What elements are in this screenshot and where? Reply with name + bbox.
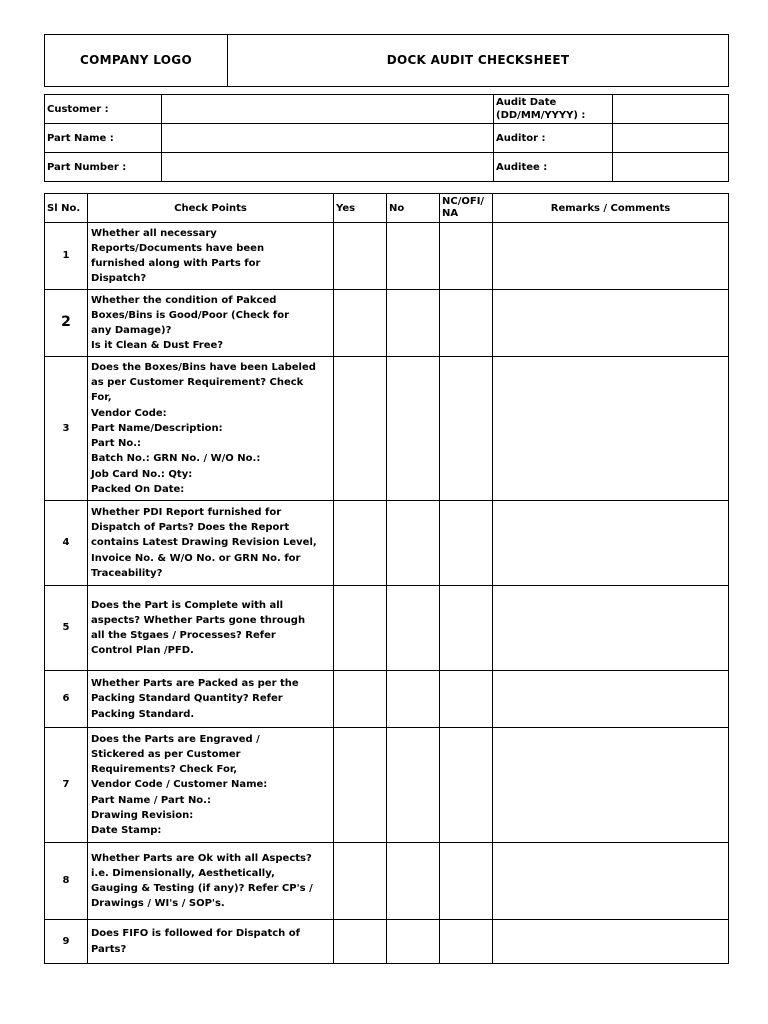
row-yes-cell[interactable] [334, 357, 387, 501]
info-table [44, 94, 729, 182]
header-table [44, 34, 729, 87]
row-no-cell[interactable] [387, 223, 440, 290]
row-no-cell[interactable] [387, 586, 440, 671]
row-check-point: Whether the condition of Pakced Boxes/Bins is Good/Poor (Check for any Damage)? Is it Clean & Dust Free? [88, 290, 334, 357]
table-row [45, 290, 729, 357]
company-logo: COMPANY LOGO [45, 35, 228, 87]
part-name-field[interactable] [162, 124, 494, 153]
table-row [45, 586, 729, 671]
row-remarks-cell[interactable] [493, 920, 729, 964]
checkpoints-table [44, 193, 729, 964]
col-header-check-points: Check Points [88, 194, 334, 223]
row-remarks-cell[interactable] [493, 223, 729, 290]
row-check-point: Does the Boxes/Bins have been Labeled as per Customer Requirement? Check For, Vendor Code: Part Name/Description: Part No.: Batch No.: GRN No. / W/O No.: Job Card No.: Qty: Packed On Date: [88, 357, 334, 501]
row-no-cell[interactable] [387, 843, 440, 920]
auditee-field[interactable] [613, 153, 729, 182]
row-remarks-cell[interactable] [493, 586, 729, 671]
page-title: DOCK AUDIT CHECKSHEET [228, 35, 729, 87]
row-remarks-cell[interactable] [493, 843, 729, 920]
col-header-no: No [387, 194, 440, 223]
part-number-label: Part Number : [45, 153, 162, 182]
row-yes-cell[interactable] [334, 920, 387, 964]
part-name-label: Part Name : [45, 124, 162, 153]
auditor-field[interactable] [613, 124, 729, 153]
row-nc-cell[interactable] [440, 290, 493, 357]
row-check-point: Does the Parts are Engraved / Stickered as per Customer Requirements? Check For, Vendor Code / Customer Name: Part Name / Part No.: Drawing Revision: Date Stamp: [88, 728, 334, 843]
row-nc-cell[interactable] [440, 920, 493, 964]
audit-date-field[interactable] [613, 95, 729, 124]
customer-label: Customer : [45, 95, 162, 124]
row-sl-number: 7 [45, 728, 88, 843]
row-no-cell[interactable] [387, 357, 440, 501]
row-sl-number: 3 [45, 357, 88, 501]
col-header-nc: NC/OFI/ NA [440, 194, 493, 223]
row-nc-cell[interactable] [440, 843, 493, 920]
row-yes-cell[interactable] [334, 586, 387, 671]
row-no-cell[interactable] [387, 920, 440, 964]
table-row [45, 728, 729, 843]
row-yes-cell[interactable] [334, 290, 387, 357]
row-yes-cell[interactable] [334, 223, 387, 290]
row-no-cell[interactable] [387, 290, 440, 357]
row-nc-cell[interactable] [440, 586, 493, 671]
row-no-cell[interactable] [387, 501, 440, 586]
table-row [45, 501, 729, 586]
auditee-label: Auditee : [494, 153, 613, 182]
row-sl-number: 9 [45, 920, 88, 964]
table-row [45, 843, 729, 920]
table-row [45, 357, 729, 501]
row-remarks-cell[interactable] [493, 357, 729, 501]
row-nc-cell[interactable] [440, 671, 493, 728]
row-nc-cell[interactable] [440, 357, 493, 501]
row-yes-cell[interactable] [334, 671, 387, 728]
row-no-cell[interactable] [387, 671, 440, 728]
row-nc-cell[interactable] [440, 223, 493, 290]
row-check-point: Does the Part is Complete with all aspects? Whether Parts gone through all the Stgaes / Processes? Refer Control Plan /PFD. [88, 586, 334, 671]
table-row [45, 671, 729, 728]
row-yes-cell[interactable] [334, 843, 387, 920]
row-nc-cell[interactable] [440, 728, 493, 843]
row-remarks-cell[interactable] [493, 671, 729, 728]
row-remarks-cell[interactable] [493, 728, 729, 843]
row-sl-number: 4 [45, 501, 88, 586]
col-header-sl: Sl No. [45, 194, 88, 223]
row-yes-cell[interactable] [334, 501, 387, 586]
row-sl-number: 2 [45, 290, 88, 357]
row-remarks-cell[interactable] [493, 501, 729, 586]
col-header-yes: Yes [334, 194, 387, 223]
row-check-point: Whether PDI Report furnished for Dispatch of Parts? Does the Report contains Latest Drawing Revision Level, Invoice No. & W/O No. or GRN No. for Traceability? [88, 501, 334, 586]
row-check-point: Does FIFO is followed for Dispatch of Parts? [88, 920, 334, 964]
table-row [45, 223, 729, 290]
row-no-cell[interactable] [387, 728, 440, 843]
audit-date-label: Audit Date (DD/MM/YYYY) : [494, 95, 613, 124]
auditor-label: Auditor : [494, 124, 613, 153]
row-check-point: Whether Parts are Packed as per the Packing Standard Quantity? Refer Packing Standard. [88, 671, 334, 728]
col-header-remarks: Remarks / Comments [493, 194, 729, 223]
row-check-point: Whether Parts are Ok with all Aspects? i.e. Dimensionally, Aesthetically, Gauging & Testing (if any)? Refer CP's / Drawings / WI's / SOP's. [88, 843, 334, 920]
row-yes-cell[interactable] [334, 728, 387, 843]
row-sl-number: 1 [45, 223, 88, 290]
row-sl-number: 6 [45, 671, 88, 728]
table-row [45, 920, 729, 964]
row-sl-number: 5 [45, 586, 88, 671]
customer-field[interactable] [162, 95, 494, 124]
part-number-field[interactable] [162, 153, 494, 182]
row-sl-number: 8 [45, 843, 88, 920]
row-remarks-cell[interactable] [493, 290, 729, 357]
row-check-point: Whether all necessary Reports/Documents have been furnished along with Parts for Dispatch? [88, 223, 334, 290]
row-nc-cell[interactable] [440, 501, 493, 586]
